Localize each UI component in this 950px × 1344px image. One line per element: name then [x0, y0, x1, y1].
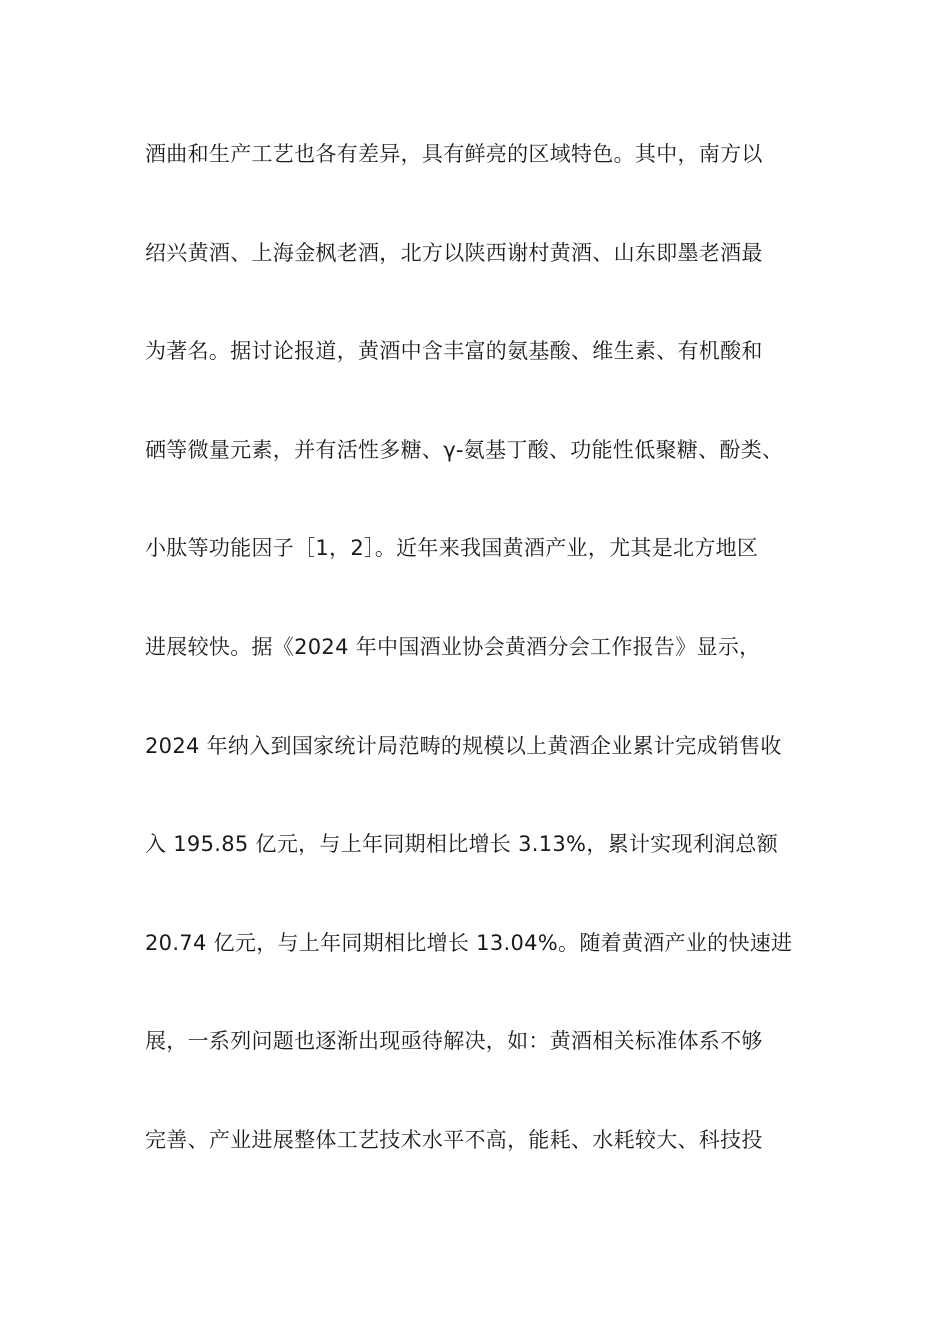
text-line: 展，一系列问题也逐渐出现亟待解决，如：黄酒相关标准体系不够 [145, 1029, 763, 1054]
text-line: 进展较快。据《2024 年中国酒业协会黄酒分会工作报告》显示， [145, 634, 761, 659]
text-line: 小肽等功能因子［1，2］。近年来我国黄酒产业，尤其是北方地区 [145, 536, 759, 561]
text-line: 2024 年纳入到国家统计局范畴的规模以上黄酒企业累计完成销售收 [145, 733, 782, 758]
text-line: 20.74 亿元，与上年同期相比增长 13.04%。随着黄酒产业的快速进 [145, 930, 793, 955]
text-line: 绍兴黄酒、上海金枫老酒，北方以陕西谢村黄酒、山东即墨老酒最 [145, 240, 763, 265]
text-line: 硒等微量元素，并有活性多糖、γ-氨基丁酸、功能性低聚糖、酚类、 [145, 437, 784, 462]
body-paragraph [145, 128, 825, 1213]
text-line: 为著名。据讨论报道，黄酒中含丰富的氨基酸、维生素、有机酸和 [145, 339, 763, 364]
text-line: 酒曲和生产工艺也各有差异，具有鲜亮的区域特色。其中，南方以 [145, 142, 763, 166]
text-line: 完善、产业进展整体工艺技术水平不高，能耗、水耗较大、科技投 [145, 1127, 763, 1152]
text-line: 入 195.85 亿元，与上年同期相比增长 3.13%，累计实现利润总额 [145, 832, 779, 857]
